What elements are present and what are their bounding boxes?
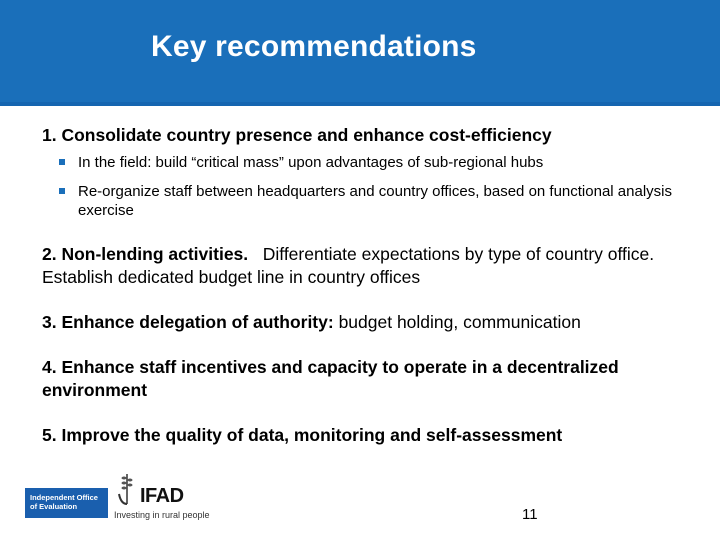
square-bullet-icon <box>59 188 65 194</box>
slide-title: Key recommendations <box>151 30 477 63</box>
wheat-icon <box>116 470 138 506</box>
recommendation-3 <box>42 311 702 334</box>
list-item: Re-organize staff between headquarters and country offices, based on functional analysis exercise <box>42 182 702 220</box>
recommendation-3-text: budget holding, communication <box>333 312 581 332</box>
recommendation-1-bullets <box>42 153 702 220</box>
recommendation-1-bold: 1. Consolidate country presence and enhance cost-efficiency <box>42 125 552 145</box>
recommendation-2-text: Differentiate expectations by type of country office. Establish dedicated budget line in country offices <box>42 244 659 287</box>
slide-content <box>42 124 702 447</box>
header-stripe <box>0 102 720 106</box>
recommendation-3-bold: 3. Enhance delegation of authority: <box>42 312 334 332</box>
recommendation-2-bold: 2. Non-lending activities. <box>42 244 249 264</box>
ifad-name: IFAD <box>140 485 184 507</box>
recommendation-4 <box>42 356 702 402</box>
square-bullet-icon <box>59 159 65 165</box>
recommendation-5 <box>42 424 702 447</box>
recommendation-1 <box>42 124 702 147</box>
recommendation-4-bold: 4. Enhance staff incentives and capacity to operate in a decentralized environment <box>42 357 619 400</box>
recommendation-2 <box>42 243 702 289</box>
ioe-logo: Independent Office of Evaluation <box>25 488 108 518</box>
list-item: In the field: build “critical mass” upon advantages of sub-regional hubs <box>42 153 702 172</box>
ifad-logo <box>114 470 224 522</box>
recommendation-5-bold: 5. Improve the quality of data, monitoring and self-assessment <box>42 425 563 445</box>
page-number: 11 <box>522 506 538 523</box>
ifad-tagline: Investing in rural people <box>114 510 210 520</box>
